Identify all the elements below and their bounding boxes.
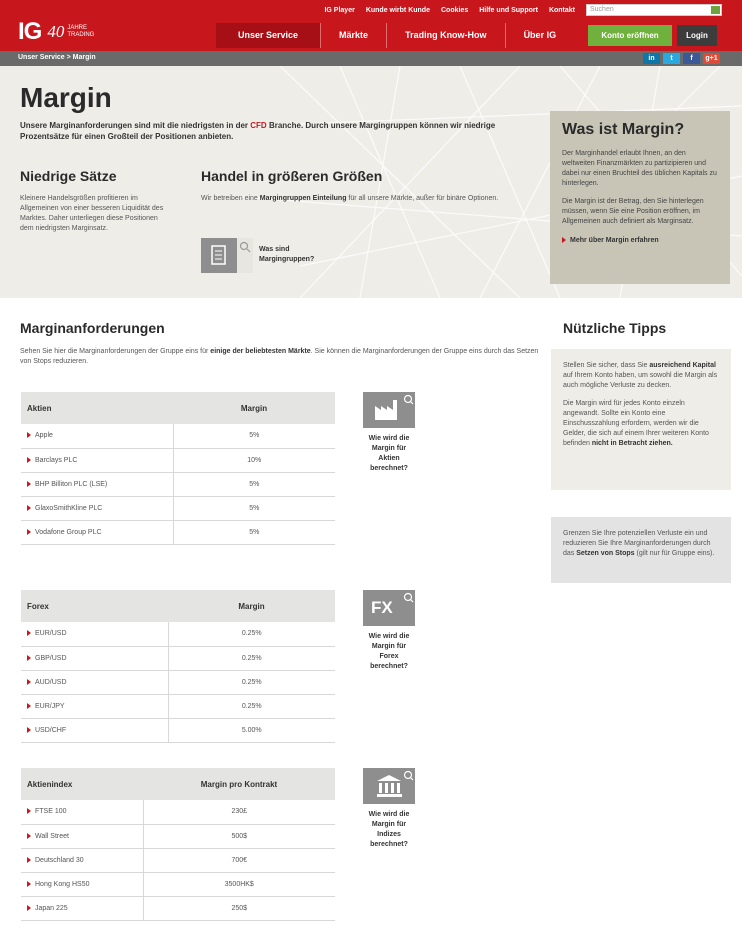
margin-value: 0.25% — [168, 646, 335, 670]
facebook-icon[interactable]: f — [683, 53, 700, 64]
intro-text-b: Branche. Durch unsere Margingruppen können wir niedrige Prozentsätze für einen Großteil der Positionen anbieten. — [20, 121, 496, 141]
market-name[interactable]: Deutschland 30 — [35, 856, 84, 864]
market-name[interactable]: FTSE 100 — [35, 808, 67, 816]
arrow-right-icon — [27, 881, 31, 887]
table-row[interactable] — [21, 872, 335, 896]
market-name[interactable]: Hong Kong HS50 — [35, 880, 90, 888]
margin-value: 5.00% — [168, 718, 335, 742]
arrow-right-icon — [27, 727, 31, 733]
more-margin-label: Mehr über Margin erfahren — [570, 237, 659, 244]
arrow-right-icon — [27, 857, 31, 863]
page-title: Margin — [20, 82, 112, 113]
arrow-right-icon — [27, 679, 31, 685]
googleplus-icon[interactable]: g+1 — [703, 53, 720, 64]
table-header: Forex — [21, 590, 168, 622]
market-name[interactable]: GlaxoSmithKline PLC — [35, 504, 103, 512]
zoom-icon — [239, 241, 251, 253]
nav-unser-service[interactable]: Unser Service — [216, 23, 321, 48]
twitter-icon[interactable]: t — [663, 53, 680, 64]
forex-calc-link[interactable] — [363, 590, 415, 626]
arrow-right-icon — [27, 505, 31, 511]
top-link-help[interactable]: Hilfe und Support — [479, 6, 538, 14]
document-icon — [201, 238, 237, 273]
tip1-text-c: auf Ihrem Konto haben, um sowohl die Margin als auch mögliche Verluste zu decken. — [563, 372, 718, 389]
top-links — [324, 4, 722, 16]
section-desc — [20, 347, 540, 367]
top-link-ig-player[interactable]: IG Player — [324, 6, 355, 14]
search-placeholder: Suchen — [590, 6, 614, 13]
col2-text-a: Wir betreiben eine — [201, 195, 260, 202]
tips-title: Nützliche Tipps — [563, 320, 667, 336]
logo-sub: JAHRE TRADING — [67, 25, 95, 38]
arrow-right-icon — [27, 432, 31, 438]
header — [0, 0, 742, 51]
table-header: Margin — [168, 590, 335, 622]
col2-text-b: Margingruppen Einteilung — [259, 195, 347, 202]
table-forex — [21, 590, 335, 743]
desc-text-a: Sehen Sie hier die Marginanforderungen der Gruppe eins für — [20, 348, 211, 355]
desc-text-c: . Sie können die Marginanforderungen der Gruppe eins durch das Setzen von Stops reduzieren. — [20, 348, 539, 365]
market-name[interactable]: Wall Street — [35, 832, 69, 840]
table-header: Aktien — [21, 392, 173, 424]
margin-value: 5% — [173, 472, 335, 496]
margin-value: 250$ — [143, 896, 335, 920]
col2-title: Handel in größeren Größen — [201, 168, 383, 184]
margin-value: 0.25% — [168, 694, 335, 718]
margin-value: 0.25% — [168, 622, 335, 646]
nav-trading-know-how[interactable]: Trading Know-How — [387, 23, 506, 48]
breadcrumb[interactable]: Unser Service > Margin — [18, 54, 96, 61]
table-row[interactable] — [21, 694, 335, 718]
linkedin-icon[interactable]: in — [643, 53, 660, 64]
arrow-right-icon — [27, 833, 31, 839]
margin-info-box — [550, 111, 730, 284]
arrow-right-icon — [27, 905, 31, 911]
tip3-text-c: (gilt nur für Gruppe eins). — [634, 550, 715, 557]
top-link-referral[interactable]: Kunde wirbt Kunde — [365, 6, 430, 14]
market-name[interactable]: Vodafone Group PLC — [35, 528, 102, 536]
market-name[interactable]: Apple — [35, 432, 53, 440]
margin-value: 5% — [173, 520, 335, 544]
hero-intro — [20, 120, 530, 142]
login-button[interactable]: Login — [677, 25, 717, 46]
open-account-button[interactable]: Konto eröffnen — [588, 25, 672, 46]
table-row[interactable] — [21, 472, 335, 496]
forex-calc-label[interactable]: Wie wird die Margin für Forex berechnet? — [368, 633, 410, 670]
table-row[interactable] — [21, 896, 335, 920]
arrow-right-icon — [27, 630, 31, 636]
margingroups-link[interactable] — [201, 238, 253, 273]
margin-value: 5% — [173, 496, 335, 520]
arrow-right-icon — [27, 655, 31, 661]
market-name[interactable]: EUR/USD — [35, 630, 67, 638]
table-row[interactable] — [21, 646, 335, 670]
margin-value: 500$ — [143, 824, 335, 848]
section-title: Marginanforderungen — [20, 320, 165, 336]
tip-p1 — [563, 361, 719, 391]
table-header: Aktienindex — [21, 768, 143, 800]
fx-icon — [363, 590, 415, 626]
logo-years: 40 — [47, 22, 65, 41]
search-input[interactable] — [586, 4, 722, 16]
market-name[interactable]: USD/CHF — [35, 726, 67, 734]
arrow-right-icon — [27, 529, 31, 535]
table-header: Margin pro Kontrakt — [143, 768, 335, 800]
nav-ueber-ig[interactable]: Über IG — [523, 30, 557, 40]
table-row[interactable] — [21, 496, 335, 520]
col1-title: Niedrige Sätze — [20, 168, 117, 184]
market-name[interactable]: EUR/JPY — [35, 702, 65, 710]
desc-text-b: einige der beliebtesten Märkte — [210, 348, 311, 355]
info-box-p1: Der Marginhandel erlaubt Ihnen, an den weltweiten Finanzmärkten zu partizipieren und dabei nur einen Bruchteil des üblichen Kapitals zu hinterlegen. — [562, 150, 717, 187]
arrow-right-icon — [27, 457, 31, 463]
tip3-text-a: Grenzen Sie Ihre potenziellen Verluste ein und reduzieren Sie Ihre Marginanforderungen durch das — [563, 530, 711, 557]
nav-maerkte[interactable]: Märkte — [321, 23, 387, 48]
market-name[interactable]: GBP/USD — [35, 654, 67, 662]
arrow-right-icon — [562, 237, 566, 243]
margin-value: 5% — [173, 424, 335, 448]
arrow-right-icon — [27, 481, 31, 487]
table-row[interactable] — [21, 800, 335, 824]
margin-value: 230£ — [143, 800, 335, 824]
table-row[interactable] — [21, 670, 335, 694]
margin-value: 10% — [173, 448, 335, 472]
more-margin-link[interactable] — [562, 237, 718, 244]
tip1-text-a: Stellen Sie sicher, dass Sie — [563, 362, 650, 369]
info-box-title: Was ist Margin? — [562, 121, 685, 138]
table-row[interactable] — [21, 622, 335, 646]
market-name[interactable]: Japan 225 — [35, 904, 68, 912]
tip2-text-b: nicht in Betracht ziehen. — [591, 440, 673, 447]
arrow-right-icon — [27, 808, 31, 814]
breadcrumb-bar — [0, 51, 742, 66]
index-calc-link[interactable] — [363, 768, 415, 804]
factory-icon — [363, 392, 415, 428]
ig-logo[interactable] — [18, 18, 97, 46]
table-row[interactable] — [21, 424, 335, 448]
cfd-link[interactable]: CFD — [250, 121, 267, 130]
social-links — [643, 53, 720, 64]
market-name[interactable]: Barclays PLC — [35, 456, 78, 464]
table-row[interactable] — [21, 824, 335, 848]
market-name[interactable]: AUD/USD — [35, 678, 67, 686]
table-row[interactable] — [21, 520, 335, 544]
margin-value: 700€ — [143, 848, 335, 872]
tip1-text-b: ausreichend Kapital — [649, 362, 716, 369]
table-header: Margin — [173, 392, 335, 424]
table-row[interactable] — [21, 848, 335, 872]
tip-p2 — [563, 399, 719, 449]
bank-icon — [363, 768, 415, 804]
tip2-text-a: Die Margin wird für jedes Konto einzeln angewandt. Sollte ein Konto eine Einschusszahlung erfordern, werden wir die Gelder, die sich auf einem Ihrer weiteren Konto befinden — [563, 400, 709, 447]
top-link-contact[interactable]: Kontakt — [548, 6, 575, 14]
market-name[interactable]: BHP Billiton PLC (LSE) — [35, 480, 108, 488]
table-aktien — [21, 392, 335, 545]
fx-icon-text: FX — [371, 598, 393, 617]
search-icon[interactable] — [711, 6, 720, 14]
table-row[interactable] — [21, 718, 335, 742]
col2-text-c: für all unsere Märkte, außer für binäre Optionen. — [346, 195, 499, 202]
aktien-calc-link[interactable] — [363, 392, 415, 428]
tip3-text-b: Setzen von Stops — [576, 550, 635, 557]
table-aktienindex — [21, 768, 335, 921]
tips-box-stops — [551, 517, 731, 583]
margingroups-label[interactable]: Was sind Margingruppen? — [259, 246, 315, 263]
aktien-calc-label[interactable]: Wie wird die Margin für Aktien berechnet? — [368, 435, 410, 472]
tips-box — [551, 349, 731, 490]
arrow-right-icon — [27, 703, 31, 709]
main-nav — [216, 23, 574, 48]
col1-text: Kleinere Handelsgrößen profitieren im Allgemeinen von einer besseren Liquidität des Marktes. Daher unterliegen diese Positionen dem niedrigsten Marginsatz. — [20, 195, 164, 232]
margin-value: 3500HK$ — [143, 872, 335, 896]
margin-value: 0.25% — [168, 670, 335, 694]
logo-text: IG — [18, 18, 42, 45]
index-calc-label[interactable]: Wie wird die Margin für Indizes berechnet? — [368, 811, 410, 848]
table-row[interactable] — [21, 448, 335, 472]
info-box-p2: Die Margin ist der Betrag, den Sie hinterlegen müssen, wenn Sie eine Position eröffnen, im Allgemeinen auch definiert als Marginsatz. — [562, 198, 704, 225]
col2-text — [201, 194, 531, 204]
intro-text-a: Unsere Marginanforderungen sind mit die niedrigsten in der — [20, 121, 251, 130]
top-link-cookies[interactable]: Cookies — [440, 6, 469, 14]
